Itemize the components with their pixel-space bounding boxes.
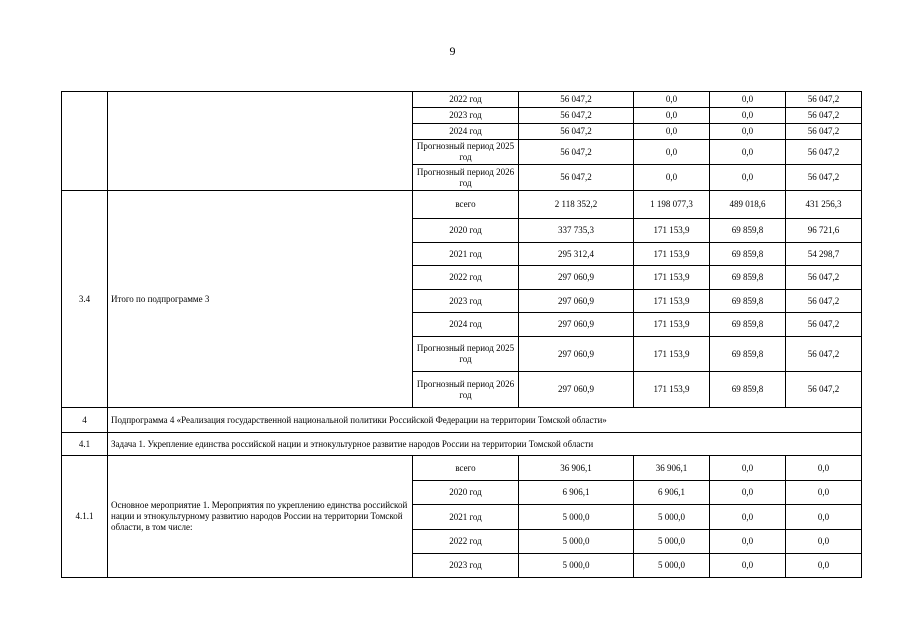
value-cell: 297 060,9 [519,290,634,313]
value-cell: 36 906,1 [634,456,710,481]
value-cell: 5 000,0 [634,554,710,578]
period-cell: 2023 год [413,554,519,578]
period-cell: 2022 год [413,92,519,108]
section-number-cell: 4.1 [62,433,108,456]
row-name-cell: Итого по подпрограмме 3 [108,191,413,408]
table-row [62,456,862,481]
value-cell: 0,0 [710,554,786,578]
value-cell: 297 060,9 [519,313,634,337]
value-cell: 0,0 [710,124,786,140]
value-cell: 6 906,1 [519,481,634,505]
value-cell: 69 859,8 [710,243,786,266]
value-cell: 56 047,2 [786,290,862,313]
section-row [62,433,862,456]
row-name-cell [108,92,413,191]
period-cell: Прогнозный период 2026 год [413,372,519,408]
value-cell: 56 047,2 [519,140,634,165]
value-cell: 56 047,2 [786,140,862,165]
value-cell: 0,0 [786,456,862,481]
value-cell: 0,0 [710,140,786,165]
section-row [62,408,862,433]
section-title-cell: Подпрограмма 4 «Реализация государственной национальной политики Российской Федерации на территории Томской области» [108,408,862,433]
period-cell: Прогнозный период 2025 год [413,337,519,372]
value-cell: 56 047,2 [519,92,634,108]
value-cell: 297 060,9 [519,372,634,408]
value-cell: 56 047,2 [786,124,862,140]
value-cell: 0,0 [710,108,786,124]
period-cell: 2023 год [413,290,519,313]
value-cell: 96 721,6 [786,219,862,243]
value-cell: 5 000,0 [519,505,634,530]
value-cell: 56 047,2 [786,92,862,108]
period-cell: Прогнозный период 2025 год [413,140,519,165]
value-cell: 56 047,2 [786,266,862,290]
value-cell: 56 047,2 [786,165,862,191]
value-cell: 5 000,0 [634,530,710,554]
period-cell: всего [413,191,519,219]
value-cell: 5 000,0 [519,530,634,554]
value-cell: 297 060,9 [519,337,634,372]
value-cell: 297 060,9 [519,266,634,290]
value-cell: 171 153,9 [634,266,710,290]
value-cell: 0,0 [710,92,786,108]
value-cell: 0,0 [710,505,786,530]
section-number-cell: 4 [62,408,108,433]
value-cell: 56 047,2 [786,337,862,372]
period-cell: 2022 год [413,530,519,554]
row-number-cell: 3.4 [62,191,108,408]
value-cell: 54 298,7 [786,243,862,266]
value-cell: 69 859,8 [710,266,786,290]
row-number-cell [62,92,108,191]
value-cell: 295 312,4 [519,243,634,266]
value-cell: 56 047,2 [519,108,634,124]
period-cell: 2024 год [413,313,519,337]
period-cell: 2021 год [413,505,519,530]
value-cell: 171 153,9 [634,337,710,372]
row-number-cell: 4.1.1 [62,456,108,578]
value-cell: 1 198 077,3 [634,191,710,219]
value-cell: 0,0 [634,165,710,191]
value-cell: 171 153,9 [634,372,710,408]
value-cell: 69 859,8 [710,219,786,243]
period-cell: всего [413,456,519,481]
section-title-cell: Задача 1. Укрепление единства российской нации и этнокультурное развитие народов России на территории Томской области [108,433,862,456]
value-cell: 69 859,8 [710,337,786,372]
value-cell: 36 906,1 [519,456,634,481]
period-cell: 2022 год [413,266,519,290]
value-cell: 69 859,8 [710,290,786,313]
value-cell: 431 256,3 [786,191,862,219]
period-cell: 2021 год [413,243,519,266]
budget-table [61,91,862,578]
value-cell: 0,0 [634,140,710,165]
value-cell: 171 153,9 [634,313,710,337]
value-cell: 0,0 [634,124,710,140]
page-number: 9 [449,44,456,58]
value-cell: 0,0 [634,92,710,108]
value-cell: 5 000,0 [519,554,634,578]
value-cell: 0,0 [786,530,862,554]
value-cell: 56 047,2 [786,313,862,337]
value-cell: 69 859,8 [710,313,786,337]
value-cell: 0,0 [634,108,710,124]
value-cell: 2 118 352,2 [519,191,634,219]
value-cell: 56 047,2 [519,124,634,140]
value-cell: 6 906,1 [634,481,710,505]
value-cell: 171 153,9 [634,290,710,313]
table-row [62,92,862,108]
period-cell: 2024 год [413,124,519,140]
value-cell: 0,0 [786,481,862,505]
value-cell: 56 047,2 [786,372,862,408]
period-cell: Прогнозный период 2026 год [413,165,519,191]
period-cell: 2020 год [413,219,519,243]
value-cell: 171 153,9 [634,243,710,266]
row-name-cell: Основное мероприятие 1. Мероприятия по укреплению единства российской нации и этнокультурному развитию народов России на территории Томской области, в том числе: [108,456,413,578]
value-cell: 0,0 [710,481,786,505]
value-cell: 56 047,2 [786,108,862,124]
value-cell: 171 153,9 [634,219,710,243]
value-cell: 5 000,0 [634,505,710,530]
value-cell: 0,0 [710,456,786,481]
value-cell: 489 018,6 [710,191,786,219]
value-cell: 56 047,2 [519,165,634,191]
value-cell: 0,0 [786,505,862,530]
value-cell: 69 859,8 [710,372,786,408]
value-cell: 337 735,3 [519,219,634,243]
period-cell: 2023 год [413,108,519,124]
value-cell: 0,0 [786,554,862,578]
value-cell: 0,0 [710,165,786,191]
value-cell: 0,0 [710,530,786,554]
period-cell: 2020 год [413,481,519,505]
table-row [62,191,862,219]
